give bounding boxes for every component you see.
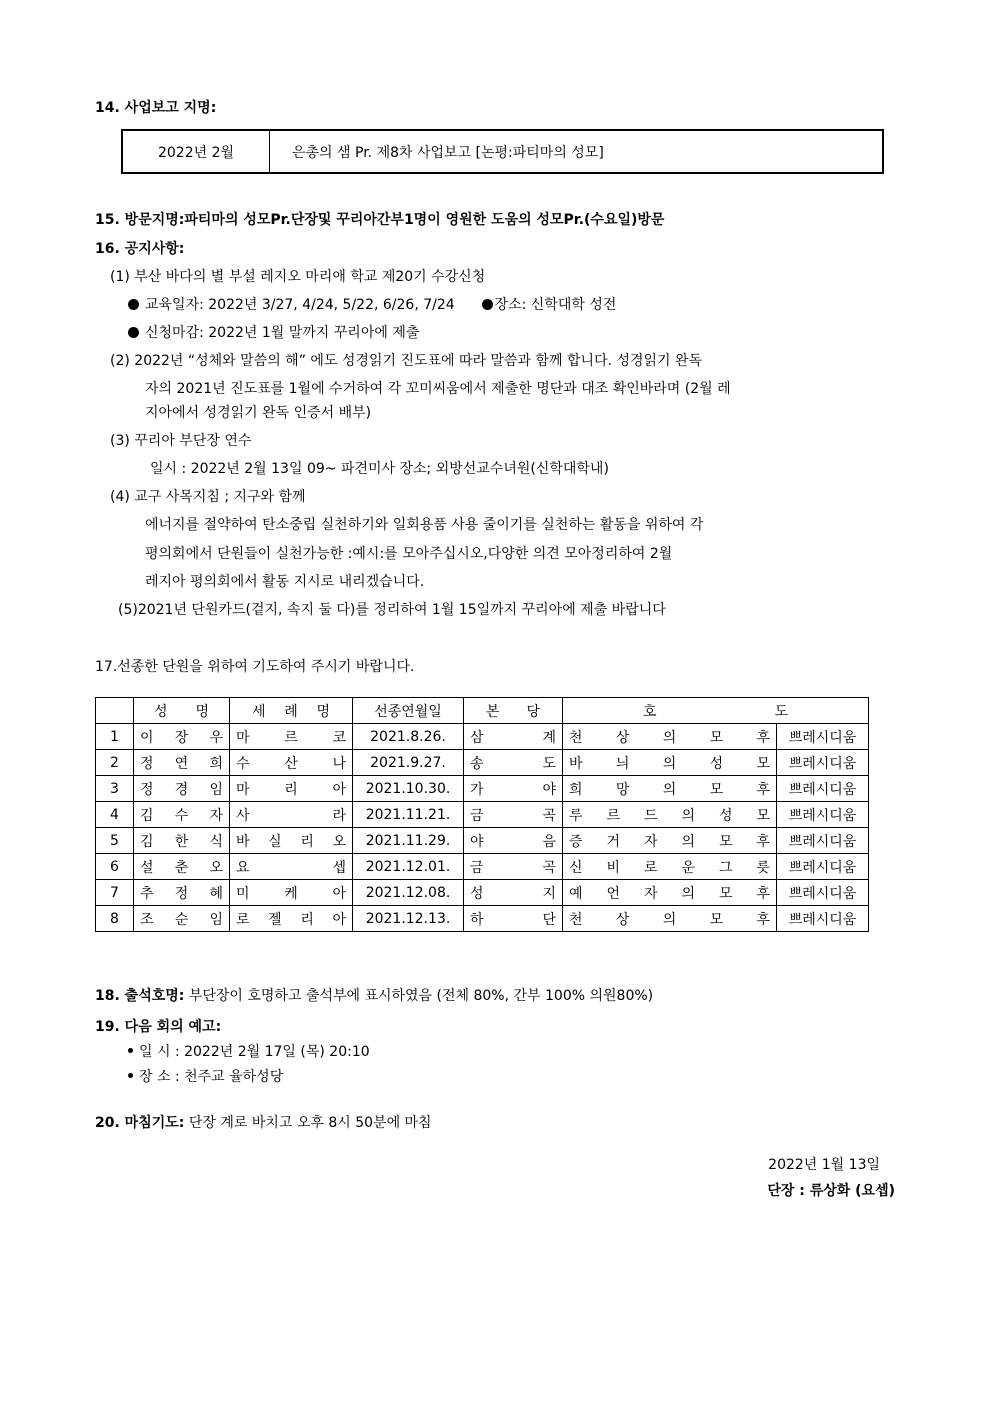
- next-meeting-date: 일 시 : 2022년 2월 17일 (목) 20:10: [128, 1043, 370, 1061]
- notice-2-line-1: (2) 2022년 “성체와 말씀의 해” 에도 성경읽기 진도표에 따라 말씀과 함께 합니다. 성경읽기 완독: [110, 353, 703, 369]
- parish-cell: [464, 828, 563, 854]
- member-name: 김 한 식: [140, 833, 223, 850]
- bullet-icon: [482, 299, 493, 310]
- group-cell: [563, 750, 777, 776]
- praesidium-name: 바 늬 의 성 모: [569, 755, 770, 772]
- baptism-cell: [230, 802, 353, 828]
- notice-1-bullet-2: [128, 324, 419, 342]
- praesidium-label: 쁘레시디움: [777, 828, 869, 854]
- row-number: 6: [96, 854, 134, 880]
- praesidium-name: 천 상 의 모 후: [569, 911, 770, 928]
- section-19-title: 19. 다음 회의 예고:: [95, 1019, 222, 1035]
- baptism-cell: [230, 750, 353, 776]
- member-name: 추 정 혜: [140, 885, 223, 902]
- header-group-cell: [563, 698, 869, 724]
- parish-name: 하 단: [470, 911, 556, 928]
- baptismal-name: 마 리 아: [236, 781, 346, 798]
- deceased-members-table: [95, 697, 869, 932]
- member-name: 정 경 임: [140, 781, 223, 798]
- group-cell: [563, 724, 777, 750]
- death-date: 2021.9.27.: [353, 750, 464, 776]
- praesidium-label: 쁘레시디움: [777, 854, 869, 880]
- parish-cell: [464, 750, 563, 776]
- member-name: 김 수 자: [140, 807, 223, 824]
- section-14-title: 14. 사업보고 지명:: [95, 100, 217, 116]
- praesidium-name: 신 비 로 운 그 릇: [569, 859, 770, 876]
- table-row: [96, 854, 869, 880]
- death-date: 2021.10.30.: [353, 776, 464, 802]
- notice-2-line-2: 자의 2021년 진도표를 1월에 수거하여 각 꼬미씨움에서 제출한 명단과 대조 확인바라며 (2월 레: [145, 381, 731, 397]
- group-cell: [563, 906, 777, 932]
- member-name: 정 연 희: [140, 755, 223, 772]
- table-row: [96, 750, 869, 776]
- parish-name: 성 지: [470, 885, 556, 902]
- praesidium-name: 예 언 자 의 모 후: [569, 885, 770, 902]
- notice-1-bullet-1: [128, 296, 616, 314]
- table-row: [96, 906, 869, 932]
- praesidium-label: 쁘레시디움: [777, 724, 869, 750]
- table-row: [96, 880, 869, 906]
- table-row: [96, 776, 869, 802]
- praesidium-label: 쁘레시디움: [777, 776, 869, 802]
- name-cell: [134, 724, 230, 750]
- baptism-cell: [230, 880, 353, 906]
- praesidium-name: 희 망 의 모 후: [569, 781, 770, 798]
- signature-date: 2022년 1월 13일: [768, 1157, 880, 1173]
- education-dates: 교육일자: 2022년 3/27, 4/24, 5/22, 6/26, 7/24: [145, 297, 455, 313]
- praesidium-label: 쁘레시디움: [777, 906, 869, 932]
- notice-1-label: (1) 부산 바다의 별 부설 레지오 마리애 학교 제20기 수강신청: [110, 269, 486, 285]
- parish-name: 금 곡: [470, 807, 556, 824]
- baptismal-name: 요 셉: [236, 859, 346, 876]
- table-header-row: [96, 698, 869, 724]
- death-date: 2021.11.21.: [353, 802, 464, 828]
- group-cell: [563, 828, 777, 854]
- notice-2-line-3: 지아에서 성경읽기 완독 인증서 배부): [145, 405, 372, 421]
- header-no: [96, 698, 134, 724]
- member-name: 설 춘 오: [140, 859, 223, 876]
- name-cell: [134, 854, 230, 880]
- parish-cell: [464, 906, 563, 932]
- business-report-box: [121, 129, 884, 174]
- business-report-content: 은총의 샘 Pr. 제8차 사업보고 [논평:파티마의 성모]: [292, 144, 604, 161]
- header-date: 선종연월일: [353, 698, 464, 724]
- notice-3-detail: 일시 : 2022년 2월 13일 09~ 파견미사 장소; 외방선교수녀원(신학대학내): [150, 461, 609, 477]
- baptismal-name: 마 르 코: [236, 729, 346, 746]
- name-cell: [134, 828, 230, 854]
- parish-name: 가 야: [470, 781, 556, 798]
- table-row: [96, 724, 869, 750]
- notice-4-line-3: 레지아 평의회에서 활동 지시로 내리겠습니다.: [145, 574, 425, 590]
- baptism-cell: [230, 724, 353, 750]
- education-place: 장소: 신학대학 성전: [494, 297, 617, 313]
- praesidium-label: 쁘레시디움: [777, 750, 869, 776]
- death-date: 2021.11.29.: [353, 828, 464, 854]
- name-cell: [134, 880, 230, 906]
- baptism-cell: [230, 776, 353, 802]
- signature-signer: 단장 : 류상화 (요셉): [767, 1183, 895, 1199]
- name-cell: [134, 802, 230, 828]
- parish-cell: [464, 724, 563, 750]
- row-number: 2: [96, 750, 134, 776]
- notice-3-label: (3) 꾸리아 부단장 연수: [110, 433, 252, 449]
- closing-prayer-content: 단장 계로 바치고 오후 8시 50분에 마침: [188, 1115, 432, 1131]
- header-parish: 본 당: [486, 703, 540, 720]
- notice-4-label: (4) 교구 사목지침 ; 지구와 함께: [110, 489, 306, 505]
- parish-cell: [464, 802, 563, 828]
- notice-4-line-1: 에너지를 절약하여 탄소중립 실천하기와 일회용품 사용 줄이기를 실천하는 활동을 위하여 각: [145, 517, 704, 533]
- row-number: 4: [96, 802, 134, 828]
- row-number: 3: [96, 776, 134, 802]
- praesidium-label: 쁘레시디움: [777, 880, 869, 906]
- praesidium-name: 증 거 자 의 모 후: [569, 833, 770, 850]
- header-baptism-cell: [230, 698, 353, 724]
- baptismal-name: 로 젤 리 아: [236, 911, 346, 928]
- parish-name: 금 곡: [470, 859, 556, 876]
- header-group: 호 도: [643, 703, 788, 720]
- parish-cell: [464, 880, 563, 906]
- header-baptism: 세 례 명: [252, 703, 330, 720]
- section-20: [95, 1114, 432, 1132]
- group-cell: [563, 802, 777, 828]
- header-parish-cell: [464, 698, 563, 724]
- name-cell: [134, 906, 230, 932]
- row-number: 1: [96, 724, 134, 750]
- group-cell: [563, 854, 777, 880]
- death-date: 2021.12.08.: [353, 880, 464, 906]
- section-16-title: 16. 공지사항:: [95, 241, 185, 257]
- baptism-cell: [230, 854, 353, 880]
- bullet-icon: [128, 299, 139, 310]
- baptism-cell: [230, 906, 353, 932]
- attendance-content: 부단장이 호명하고 출석부에 표시하였음 (전체 80%, 간부 100% 의원80%): [188, 988, 654, 1004]
- table-row: [96, 802, 869, 828]
- row-number: 5: [96, 828, 134, 854]
- death-date: 2021.12.13.: [353, 906, 464, 932]
- bullet-icon: [128, 327, 139, 338]
- name-cell: [134, 776, 230, 802]
- parish-cell: [464, 776, 563, 802]
- section-20-title: 20. 마침기도:: [95, 1115, 185, 1131]
- business-report-date: 2022년 2월: [123, 131, 270, 172]
- baptismal-name: 수 산 나: [236, 755, 346, 772]
- notice-5: (5)2021년 단원카드(겉지, 속지 둘 다)를 정리하여 1월 15일까지 꾸리아에 제출 바랍니다: [118, 602, 666, 618]
- next-meeting-place: 장 소 : 천주교 율하성당: [128, 1068, 283, 1086]
- section-18-title: 18. 출석호명:: [95, 988, 185, 1004]
- baptismal-name: 바 실 리 오: [236, 833, 346, 850]
- table-row: [96, 828, 869, 854]
- section-18: [95, 987, 653, 1005]
- notice-4-line-2: 평의회에서 단원들이 실천가능한 :예시:를 모아주십시오,다양한 의견 모아정리하여 2월: [145, 546, 673, 562]
- name-cell: [134, 750, 230, 776]
- member-name: 조 순 임: [140, 911, 223, 928]
- parish-name: 야 음: [470, 833, 556, 850]
- death-date: 2021.8.26.: [353, 724, 464, 750]
- application-deadline: 신청마감: 2022년 1월 말까지 꾸리아에 제출: [145, 325, 420, 341]
- header-name-cell: [134, 698, 230, 724]
- baptismal-name: 미 케 아: [236, 885, 346, 902]
- bullet-icon: [128, 1048, 133, 1053]
- section-17-title: 17.선종한 단원을 위하여 기도하여 주시기 바랍니다.: [95, 659, 415, 675]
- baptism-cell: [230, 828, 353, 854]
- member-name: 이 장 우: [140, 729, 223, 746]
- praesidium-name: 루 르 드 의 성 모: [569, 807, 770, 824]
- header-name: 성 명: [154, 703, 209, 720]
- parish-cell: [464, 854, 563, 880]
- parish-name: 송 도: [470, 755, 556, 772]
- bullet-icon: [128, 1073, 133, 1078]
- baptismal-name: 사 라: [236, 807, 346, 824]
- death-date: 2021.12.01.: [353, 854, 464, 880]
- section-15-title: 15. 방문지명:파티마의 성모Pr.단장및 꾸리아간부1명이 영원한 도움의 성모Pr.(수요일)방문: [95, 212, 665, 228]
- group-cell: [563, 776, 777, 802]
- row-number: 7: [96, 880, 134, 906]
- parish-name: 삼 계: [470, 729, 556, 746]
- row-number: 8: [96, 906, 134, 932]
- praesidium-label: 쁘레시디움: [777, 802, 869, 828]
- group-cell: [563, 880, 777, 906]
- praesidium-name: 천 상 의 모 후: [569, 729, 770, 746]
